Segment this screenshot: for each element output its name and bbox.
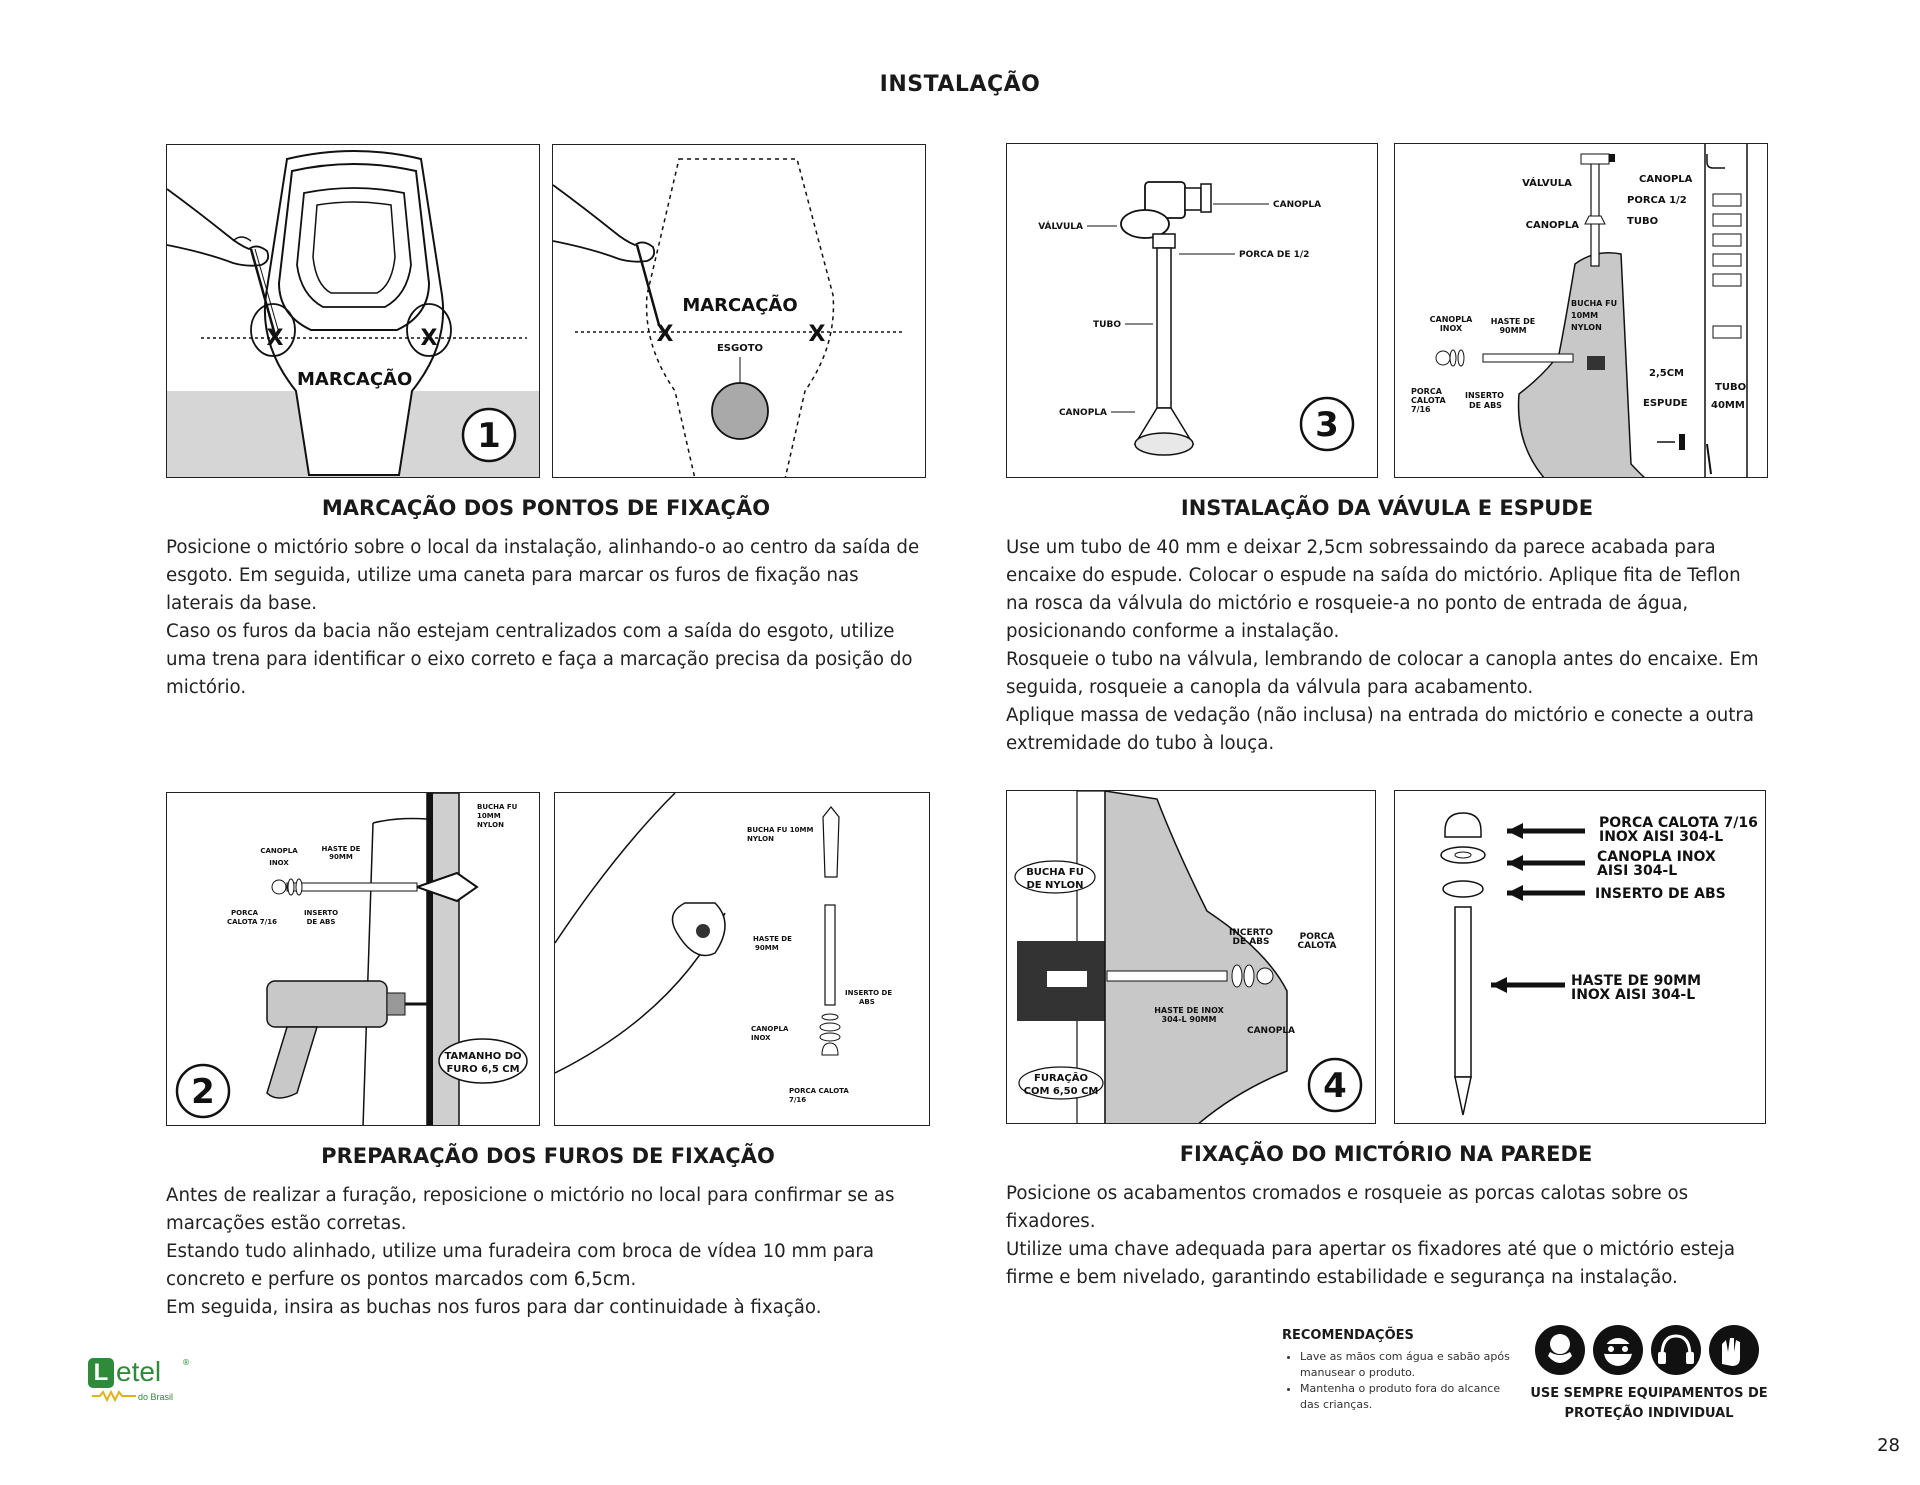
step-number-2: 2	[191, 1072, 215, 1112]
label-haste-1: HASTE DE INOX	[1154, 1006, 1224, 1015]
label-marking: MARCAÇÃO	[682, 295, 798, 316]
goggles-icon	[1593, 1325, 1643, 1375]
label-inserto-2: DE ABS	[306, 918, 336, 926]
label-canopla-2: INOX	[269, 859, 289, 867]
logo-registered: ®	[182, 1358, 190, 1367]
mark-x-right: X	[420, 326, 438, 351]
ppe-line-1: USE SEMPRE EQUIPAMENTOS DE	[1530, 1386, 1768, 1401]
section-body-marking	[166, 534, 926, 702]
label-furacao-2: COM 6,50 CM	[1023, 1086, 1099, 1097]
label-inserto-1: INSERTO DE	[845, 989, 893, 997]
label-canopla-2: INOX	[751, 1034, 771, 1042]
section-title-valve: INSTALAÇÃO DA VÁVULA E ESPUDE	[1180, 496, 1594, 520]
label-haste-1: HASTE DE	[1490, 317, 1536, 326]
label-tube40-2: 40MM	[1711, 400, 1745, 411]
logo-wave-icon	[92, 1390, 136, 1402]
step-number-4: 4	[1323, 1066, 1347, 1106]
label-canopla-1: CANOPLA	[260, 847, 298, 855]
label-canopla-1: CANOPLA	[751, 1025, 789, 1033]
figure-fixing-parts	[554, 792, 930, 1126]
mark-x-left: X	[656, 322, 674, 347]
label-valve: VÁLVULA	[1522, 178, 1572, 189]
label-porca-1: PORCA	[1299, 932, 1335, 942]
label-porca-2: CALOTA	[1411, 396, 1446, 405]
label-drain: ESGOTO	[716, 343, 764, 354]
label-tube: TUBO	[1093, 320, 1121, 330]
label-porca-1: PORCA CALOTA	[789, 1087, 849, 1095]
paragraph: Posicione o mictório sobre o local da instalação, alinhando-o ao centro da saída de esgoto. Em seguida, utilize uma caneta para marcar os furos de fixação nas laterais da base.	[166, 537, 920, 614]
paragraph: Utilize uma chave adequada para apertar os fixadores até que o mictório esteja firme e bem nivelado, garantindo estabilidade e segurança na instalação.	[1006, 1239, 1736, 1288]
label-haste-2: INOX AISI 304-L	[1571, 987, 1696, 1003]
label-bucha-3: NYLON	[477, 821, 504, 829]
label-canopla: CANOPLA	[1639, 174, 1693, 185]
label-nut: PORCA 1/2	[1627, 195, 1687, 206]
paragraph: Rosqueie o tubo na válvula, lembrando de colocar a canopla antes do encaixe. Em seguida, rosqueie a canopla da válvula para acabamento.	[1006, 649, 1759, 698]
section-title-marking: MARCAÇÃO DOS PONTOS DE FIXAÇÃO	[321, 496, 771, 520]
section-body-drilling	[166, 1182, 930, 1322]
label-incerto-1: INCERTO	[1229, 928, 1273, 938]
label-porca-1: PORCA CALOTA 7/16	[1599, 815, 1758, 831]
label-bucha-2: NYLON	[747, 835, 774, 843]
recommendations-title: RECOMENDAÇÕES	[1282, 1328, 1414, 1343]
label-porca-1: PORCA	[1411, 387, 1442, 396]
label-canopla-1: CANOPLA INOX	[1597, 849, 1716, 865]
label-canopla-inox-1: CANOPLA	[1429, 315, 1473, 324]
step-number-3: 3	[1315, 405, 1339, 445]
label-distance: 2,5CM	[1649, 368, 1685, 379]
label-haste-1: HASTE DE 90MM	[1571, 973, 1702, 989]
label-haste-2: 90MM	[329, 853, 353, 861]
label-marking: MARCAÇÃO	[297, 369, 413, 390]
page-title: INSTALAÇÃO	[879, 72, 1041, 97]
label-bucha-2: 10MM	[1571, 311, 1599, 320]
figure-wall-fixing	[1006, 790, 1376, 1124]
label-inserto-1: INSERTO	[303, 909, 339, 917]
logo-letter: L	[88, 1358, 114, 1388]
ppe-line-2: PROTEÇÃO INDIVIDUAL	[1564, 1406, 1734, 1421]
figure-fixing-components	[1394, 790, 1766, 1124]
label-tube: TUBO	[1627, 216, 1659, 227]
label-bucha-1: BUCHA FU	[477, 803, 518, 811]
list-item: • Mantenha o produto fora do alcance das crianças.	[1300, 1381, 1522, 1413]
label-tube40-1: TUBO	[1715, 382, 1747, 393]
section-title-wall-fixing: FIXAÇÃO DO MICTÓRIO NA PAREDE	[1179, 1142, 1593, 1166]
figure-valve-installation	[1394, 143, 1768, 478]
paragraph: Em seguida, insira as buchas nos furos para dar continuidade à fixação.	[166, 1297, 822, 1318]
label-bucha-2: 10MM	[477, 812, 501, 820]
label-inserto-2: ABS	[859, 998, 875, 1006]
label-valve: VÁLVULA	[1038, 222, 1083, 232]
label-bucha-3: NYLON	[1571, 323, 1602, 332]
label-canopla: CANOPLA	[1246, 1026, 1296, 1036]
label-hole-1: TAMANHO DO	[444, 1051, 522, 1062]
label-incerto-2: DE ABS	[1232, 937, 1270, 947]
figure-marking-urinal	[166, 144, 540, 478]
section-body-valve	[1006, 534, 1768, 758]
label-canopla-2: AISI 304-L	[1597, 863, 1678, 879]
label-espude: ESPUDE	[1643, 398, 1688, 409]
label-furacao-1: FURAÇÃO	[1034, 1073, 1088, 1084]
ear-protection-icon	[1651, 1325, 1701, 1375]
label-canopla-lower: CANOPLA	[1525, 220, 1579, 231]
paragraph: Caso os furos da bacia não estejam centralizados com a saída do esgoto, utilize uma trena para identificar o eixo correto e faça a marcação precisa da posição do mictório.	[166, 621, 913, 698]
recommendations	[1282, 1328, 1522, 1413]
ppe-text	[1524, 1384, 1774, 1424]
paragraph: Posicione os acabamentos cromados e rosqueie as porcas calotas sobre os fixadores.	[1006, 1183, 1689, 1232]
brand-logo	[88, 1358, 198, 1408]
logo-sub: do Brasil	[138, 1392, 174, 1402]
label-porca-2: CALOTA	[1297, 941, 1337, 951]
label-nut: PORCA DE 1/2	[1239, 250, 1310, 260]
label-inserto: INSERTO DE ABS	[1595, 886, 1726, 902]
ppe-icons	[1534, 1322, 1764, 1378]
logo-name: etel	[116, 1356, 162, 1387]
label-canopla-inox-2: INOX	[1439, 324, 1463, 333]
paragraph: Estando tudo alinhado, utilize uma furadeira com broca de vídea 10 mm para concreto e perfure os pontos marcados com 6,5cm.	[166, 1241, 875, 1290]
section-title-drilling: PREPARAÇÃO DOS FUROS DE FIXAÇÃO	[321, 1144, 775, 1168]
mark-x-right: X	[808, 322, 826, 347]
label-haste-2: 90MM	[1499, 326, 1527, 335]
page-number: 28	[1877, 1435, 1900, 1456]
paragraph: Use um tubo de 40 mm e deixar 2,5cm sobressaindo da parece acabada para encaixe do espude. Colocar o espude na saída do mictório. Aplique fita de Teflon na rosca da válvula do mictório e rosqueie-a no ponto de entrada de água, posicionando conforme a instalação.	[1006, 537, 1741, 642]
gloves-icon	[1709, 1325, 1759, 1375]
label-bucha-1: BUCHA FU 10MM	[747, 826, 814, 834]
label-porca-1: PORCA	[231, 909, 259, 917]
section-body-wall-fixing	[1006, 1180, 1766, 1292]
label-inserto-1: INSERTO	[1465, 391, 1504, 400]
label-porca-2: 7/16	[789, 1096, 807, 1104]
label-haste-2: 304-L 90MM	[1161, 1015, 1217, 1024]
figure-drilling	[166, 792, 540, 1126]
label-hole-2: FURO 6,5 CM	[446, 1064, 520, 1075]
label-canopla-bottom: CANOPLA	[1058, 408, 1107, 418]
label-porca-2: INOX AISI 304-L	[1599, 829, 1724, 845]
list-item: • Lave as mãos com água e sabão após manusear o produto.	[1300, 1349, 1522, 1381]
paragraph: Aplique massa de vedação (não inclusa) na entrada do mictório e conecte a outra extremidade do tubo à louça.	[1006, 705, 1754, 754]
label-bucha-1: BUCHA FU	[1026, 867, 1084, 878]
label-haste-1: HASTE DE	[753, 935, 792, 943]
figure-valve-parts	[1006, 143, 1378, 478]
mark-x-left: X	[266, 326, 284, 351]
label-inserto-2: DE ABS	[1469, 401, 1502, 410]
step-number-1: 1	[477, 416, 501, 456]
label-bucha-2: DE NYLON	[1026, 880, 1084, 891]
label-porca-3: 7/16	[1411, 405, 1431, 414]
label-canopla-top: CANOPLA	[1273, 200, 1322, 210]
label-bucha-1: BUCHA FU	[1571, 299, 1618, 308]
figure-marking-outline	[552, 144, 926, 478]
label-porca-2: CALOTA 7/16	[227, 918, 277, 926]
paragraph: Antes de realizar a furação, reposicione o mictório no local para confirmar se as marcações estão corretas.	[166, 1185, 895, 1234]
mask-icon	[1535, 1325, 1585, 1375]
label-haste-1: HASTE DE	[321, 845, 361, 853]
label-haste-2: 90MM	[755, 944, 779, 952]
